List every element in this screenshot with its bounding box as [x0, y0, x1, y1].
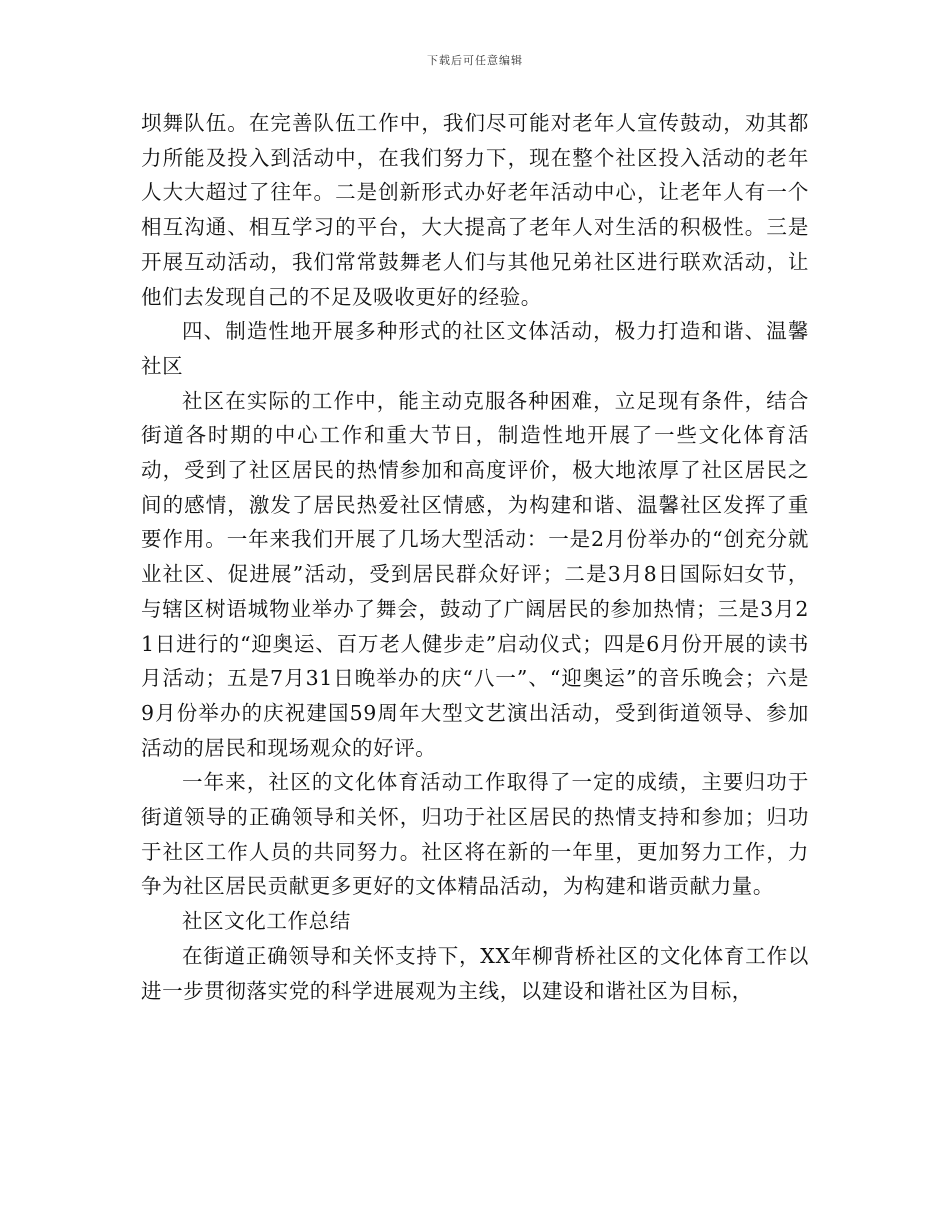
paragraph: 一年来，社区的文化体育活动工作取得了一定的成绩，主要归功于街道领导的正确领导和关怀，归功于社区居民的热情支持和参加；归功于社区工作人员的共同努力。社区将在新的一年里，更加努力工作，力争为社区居民贡献更多更好的文体精品活动，为构建和谐贡献力量。	[141, 770, 809, 899]
header-note: 下载后可任意编辑	[427, 54, 523, 67]
section-heading: 四、制造性地开展多种形式的社区文体活动，极力打造和谐、温馨社区	[141, 319, 809, 378]
paragraph: 在街道正确领导和关怀支持下，XX年柳背桥社区的文化体育工作以进一步贯彻落实党的科学进展观为主线，以建设和谐社区为目标，	[141, 943, 809, 1003]
paragraph: 社区在实际的工作中，能主动克服各种困难，立足现有条件，结合街道各时期的中心工作和重大节日，制造性地开展了一些文化体育活动，受到了社区居民的热情参加和高度评价，极大地浓厚了社区居民之间的感情，激发了居民热爱社区情感，为构建和谐、温馨社区发挥了重要作用。一年来我们开展了几场大型活动：一是2月份举办的“创充分就业社区、促进展”活动，受到居民群众好评；二是3月8日国际妇女节，与辖区树语城物业举办了舞会，鼓动了广阔居民的参加热情；三是3月21日进行的“迎奥运、百万老人健步走”启动仪式；四是6月份开展的读书月活动；五是7月31日晚举办的庆“八一”、“迎奥运”的音乐晚会；六是9月份举办的庆祝建国59周年大型文艺演出活动，受到街道领导、参加活动的居民和现场观众的好评。	[141, 388, 809, 760]
paragraph: 坝舞队伍。在完善队伍工作中，我们尽可能对老年人宣传鼓动，劝其都力所能及投入到活动中，在我们努力下，现在整个社区投入活动的老年人大大超过了往年。二是创新形式办好老年活动中心，让老年人有一个相互沟通、相互学习的平台，大大提高了老年人对生活的积极性。三是开展互动活动，我们常常鼓舞老人们与其他兄弟社区进行联欢活动，让他们去发现自己的不足及吸收更好的经验。	[141, 111, 809, 309]
section-title: 社区文化工作总结	[182, 909, 351, 934]
document-body	[141, 106, 809, 1008]
